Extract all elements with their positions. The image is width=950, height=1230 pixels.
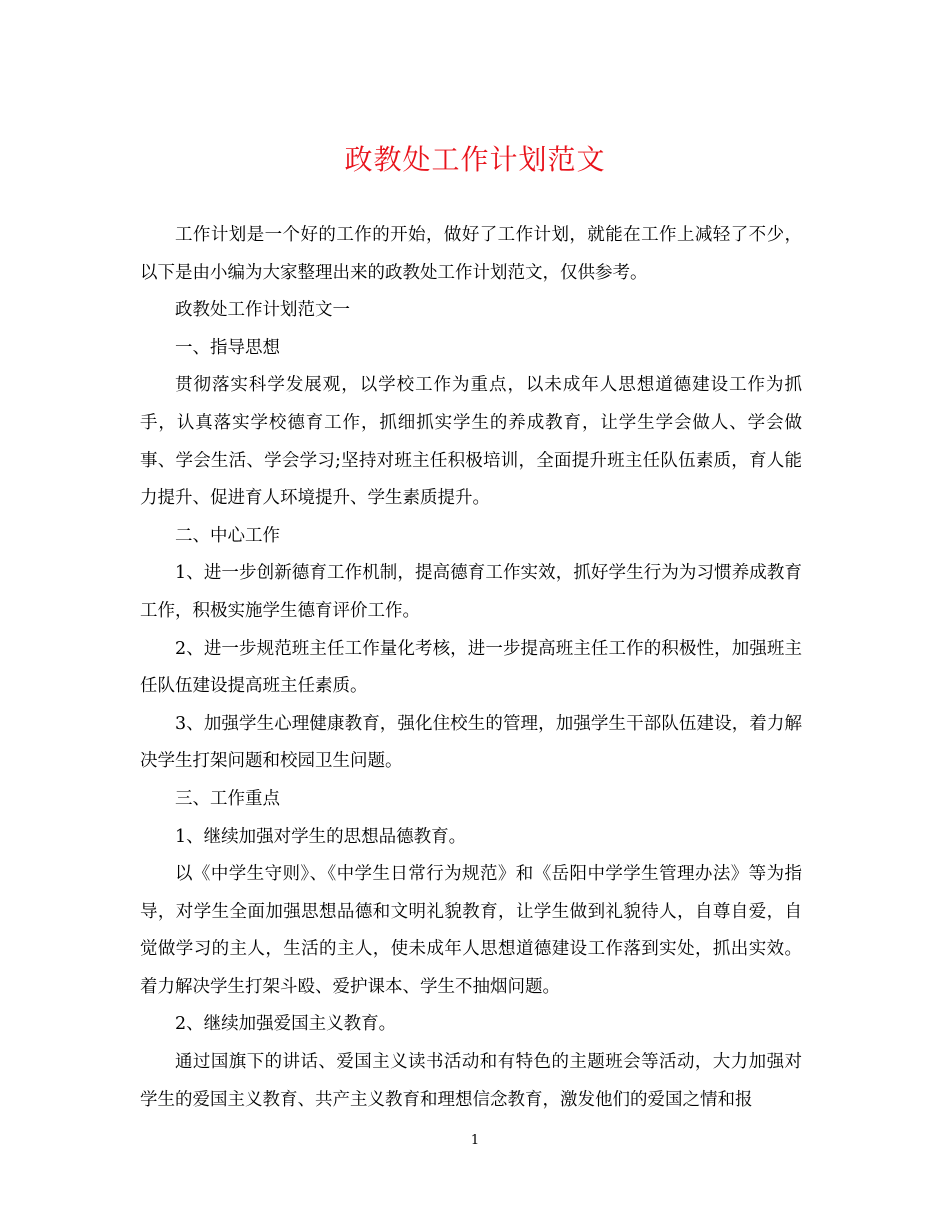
heading-work-focus: 三、工作重点 [175, 788, 280, 809]
heading-guiding-ideology: 一、指导思想 [175, 337, 280, 358]
paragraph-patriotic-education: 通过国旗下的讲话、爱国主义读书活动和有特色的主题班会等活动，大力加强对学生的爱国主义教育、共产主义教育和理想信念教育，激发他们的爱国之情和报 [140, 1052, 802, 1110]
heading-central-work: 二、中心工作 [175, 525, 280, 546]
list-item-central-work-3: 3、加强学生心理健康教育，强化住校生的管理，加强学生干部队伍建设，着力解决学生打架问题和校园卫生问题。 [140, 713, 802, 772]
paragraph-guiding-ideology: 贯彻落实科学发展观，以学校工作为重点，以未成年人思想道德建设工作为抓手，认真落实学校德育工作，抓细抓实学生的养成教育，让学生学会做人、学会做事、学会生活、学会学习;坚持对班主任积极培训，全面提升班主任队伍素质，育人能力提升、促进育人环境提升、学生素质提升。 [140, 375, 802, 509]
intro-paragraph: 工作计划是一个好的工作的开始，做好了工作计划，就能在工作上减轻了不少，以下是由小编为大家整理出来的政教处工作计划范文，仅供参考。 [140, 225, 802, 283]
paragraph-moral-education: 以《中学生守则》、《中学生日常行为规范》和《岳阳中学学生管理办法》等为指导，对学生全面加强思想品德和文明礼貌教育，让学生做到礼貌待人，自尊自爱，自觉做学习的主人，生活的主人，使未成年人思想道德建设工作落到实处，抓出实效。着力解决学生打架斗殴、爱护课本、学生不抽烟问题。 [140, 864, 802, 997]
list-item-central-work-2: 2、进一步规范班主任工作量化考核，进一步提高班主任工作的积极性，加强班主任队伍建设提高班主任素质。 [140, 638, 802, 697]
document-title: 政教处工作计划范文 [344, 143, 606, 176]
list-item-work-focus-2: 2、继续加强爱国主义教育。 [175, 1014, 397, 1035]
page-number: 1 [470, 1133, 480, 1148]
section-heading-sample-one: 政教处工作计划范文一 [175, 300, 350, 321]
list-item-central-work-1: 1、进一步创新德育工作机制，提高德育工作实效，抓好学生行为为习惯养成教育工作，积极实施学生德育评价工作。 [140, 563, 802, 621]
list-item-work-focus-1: 1、继续加强对学生的思想品德教育。 [175, 826, 467, 847]
document-body [140, 217, 802, 1119]
